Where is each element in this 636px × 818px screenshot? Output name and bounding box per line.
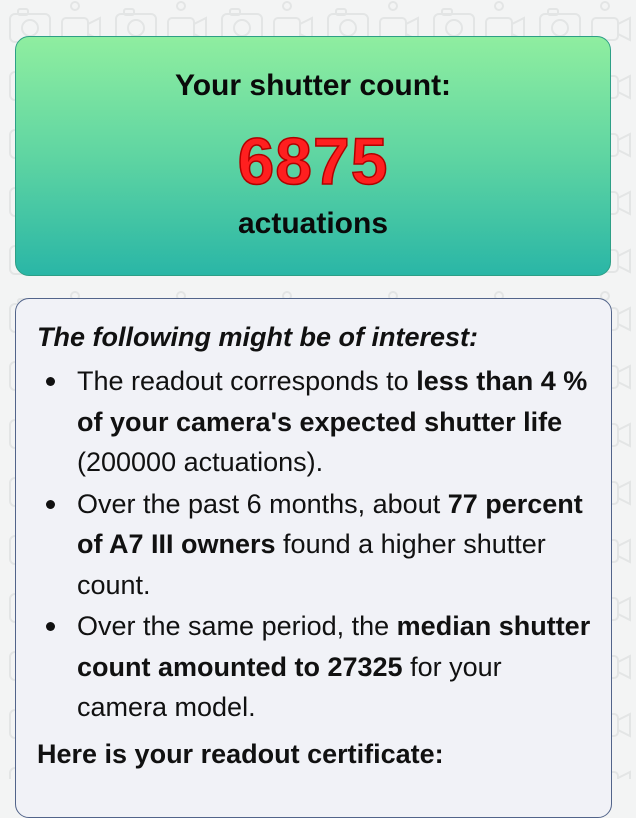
list-item [16,484,611,606]
shutter-count-value: 6875 [237,124,389,198]
item-text: Over the same period, the [77,611,397,641]
list-item [16,361,611,483]
shutter-count-unit: actuations [237,207,389,240]
item-emphasis: less than 4 % of your camera's expected shutter life [77,366,588,437]
item-text: found a higher shutter count. [77,529,546,600]
item-text: The readout corresponds to [77,366,417,396]
info-list [16,361,611,729]
list-item [16,606,611,728]
certificate-heading: Here is your readout certificate: [37,739,444,769]
item-text: Over the past 6 months, about [77,488,448,519]
bullet-icon [46,622,55,631]
item-text: (200000 actuations). [77,447,324,477]
bullet-icon [46,500,55,509]
info-card [15,298,612,818]
shutter-count-card [15,36,611,276]
item-emphasis: median shutter count amounted to 27325 [77,611,591,682]
bullet-icon [46,377,55,386]
item-text: for your camera model. [77,651,502,722]
item-emphasis: 77 percent of A7 III owners [77,488,583,559]
info-title: The following might be of interest: [37,322,478,352]
shutter-count-heading: Your shutter count: [174,69,452,102]
